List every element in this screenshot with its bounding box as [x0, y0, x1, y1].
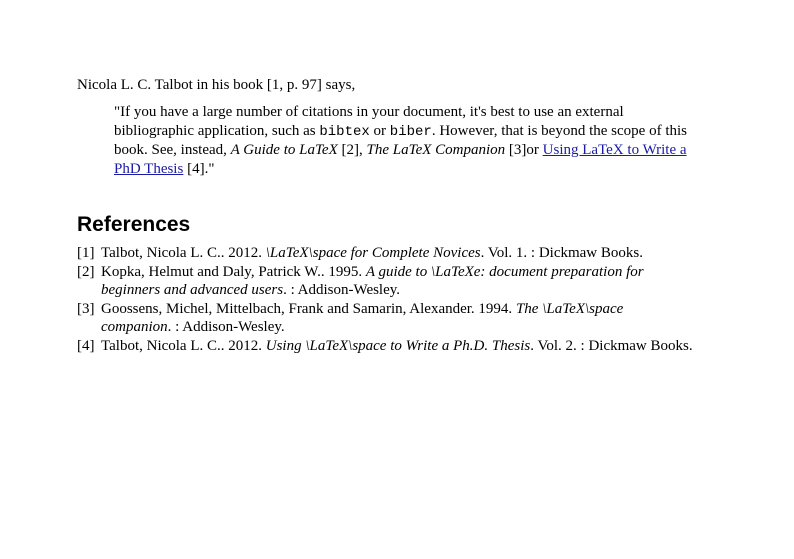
reference-title: The \LaTeX\space companion [101, 300, 624, 335]
thesis-link[interactable]: Using LaTeX to Write a PhD Thesis [114, 142, 687, 177]
reference-title: \LaTeX\space for Complete Novices [265, 245, 481, 261]
quote-text-6: [4]." [183, 160, 215, 177]
quote-text-2: or [369, 122, 390, 139]
reference-authors: Talbot, Nicola L. C.. 2012. [101, 337, 266, 354]
reference-item [77, 300, 697, 337]
reference-label: [3] [77, 300, 95, 317]
reference-authors: Goossens, Michel, Mittelbach, Frank and Samarin, Alexander. 1994. [101, 300, 516, 317]
document-page [77, 76, 717, 355]
code-biber: biber [389, 123, 432, 140]
reference-body [101, 300, 697, 337]
quote-text-3: . However, that is beyond the scope of this book. See, instead, [114, 122, 687, 158]
reference-details: . : Addison-Wesley. [167, 319, 285, 335]
quote-text-4: [2], [337, 142, 367, 158]
reference-item [77, 244, 697, 263]
reference-title: Using \LaTeX\space to Write a Ph.D. Thesis [265, 337, 531, 354]
reference-details: . Vol. 2. : Dickmaw Books. [530, 337, 693, 354]
reference-label: [4] [77, 337, 95, 354]
reference-list [77, 244, 697, 355]
reference-item [77, 263, 697, 300]
reference-body [101, 244, 697, 263]
quote-text-5: [3]or [505, 142, 543, 158]
reference-details: . Vol. 1. : Dickmaw Books. [480, 245, 643, 261]
code-bibtex: bibtex [319, 123, 370, 140]
reference-authors: Kopka, Helmut and Daly, Patrick W.. 1995. [101, 263, 366, 280]
quote-title-companion: The LaTeX Companion [366, 142, 506, 158]
intro-paragraph: Nicola L. C. Talbot in his book [1, p. 97] says, [77, 77, 356, 93]
reference-authors: Talbot, Nicola L. C.. 2012. [101, 245, 266, 261]
quote-title-guide: A Guide to LaTeX [230, 142, 338, 158]
block-quote [114, 103, 694, 178]
references-heading: References [77, 213, 191, 236]
reference-body [101, 263, 697, 300]
quote-text-1: "If you have a large number of citations in your document, it's best to use an external bibliographic application, such as [114, 104, 624, 139]
reference-title: A guide to \LaTeXe: document preparation for beginners and advanced users [101, 263, 644, 298]
reference-body [101, 337, 697, 356]
reference-details: . : Addison-Wesley. [283, 282, 401, 298]
reference-label: [1] [77, 245, 95, 261]
reference-label: [2] [77, 263, 95, 280]
reference-item [77, 337, 697, 356]
